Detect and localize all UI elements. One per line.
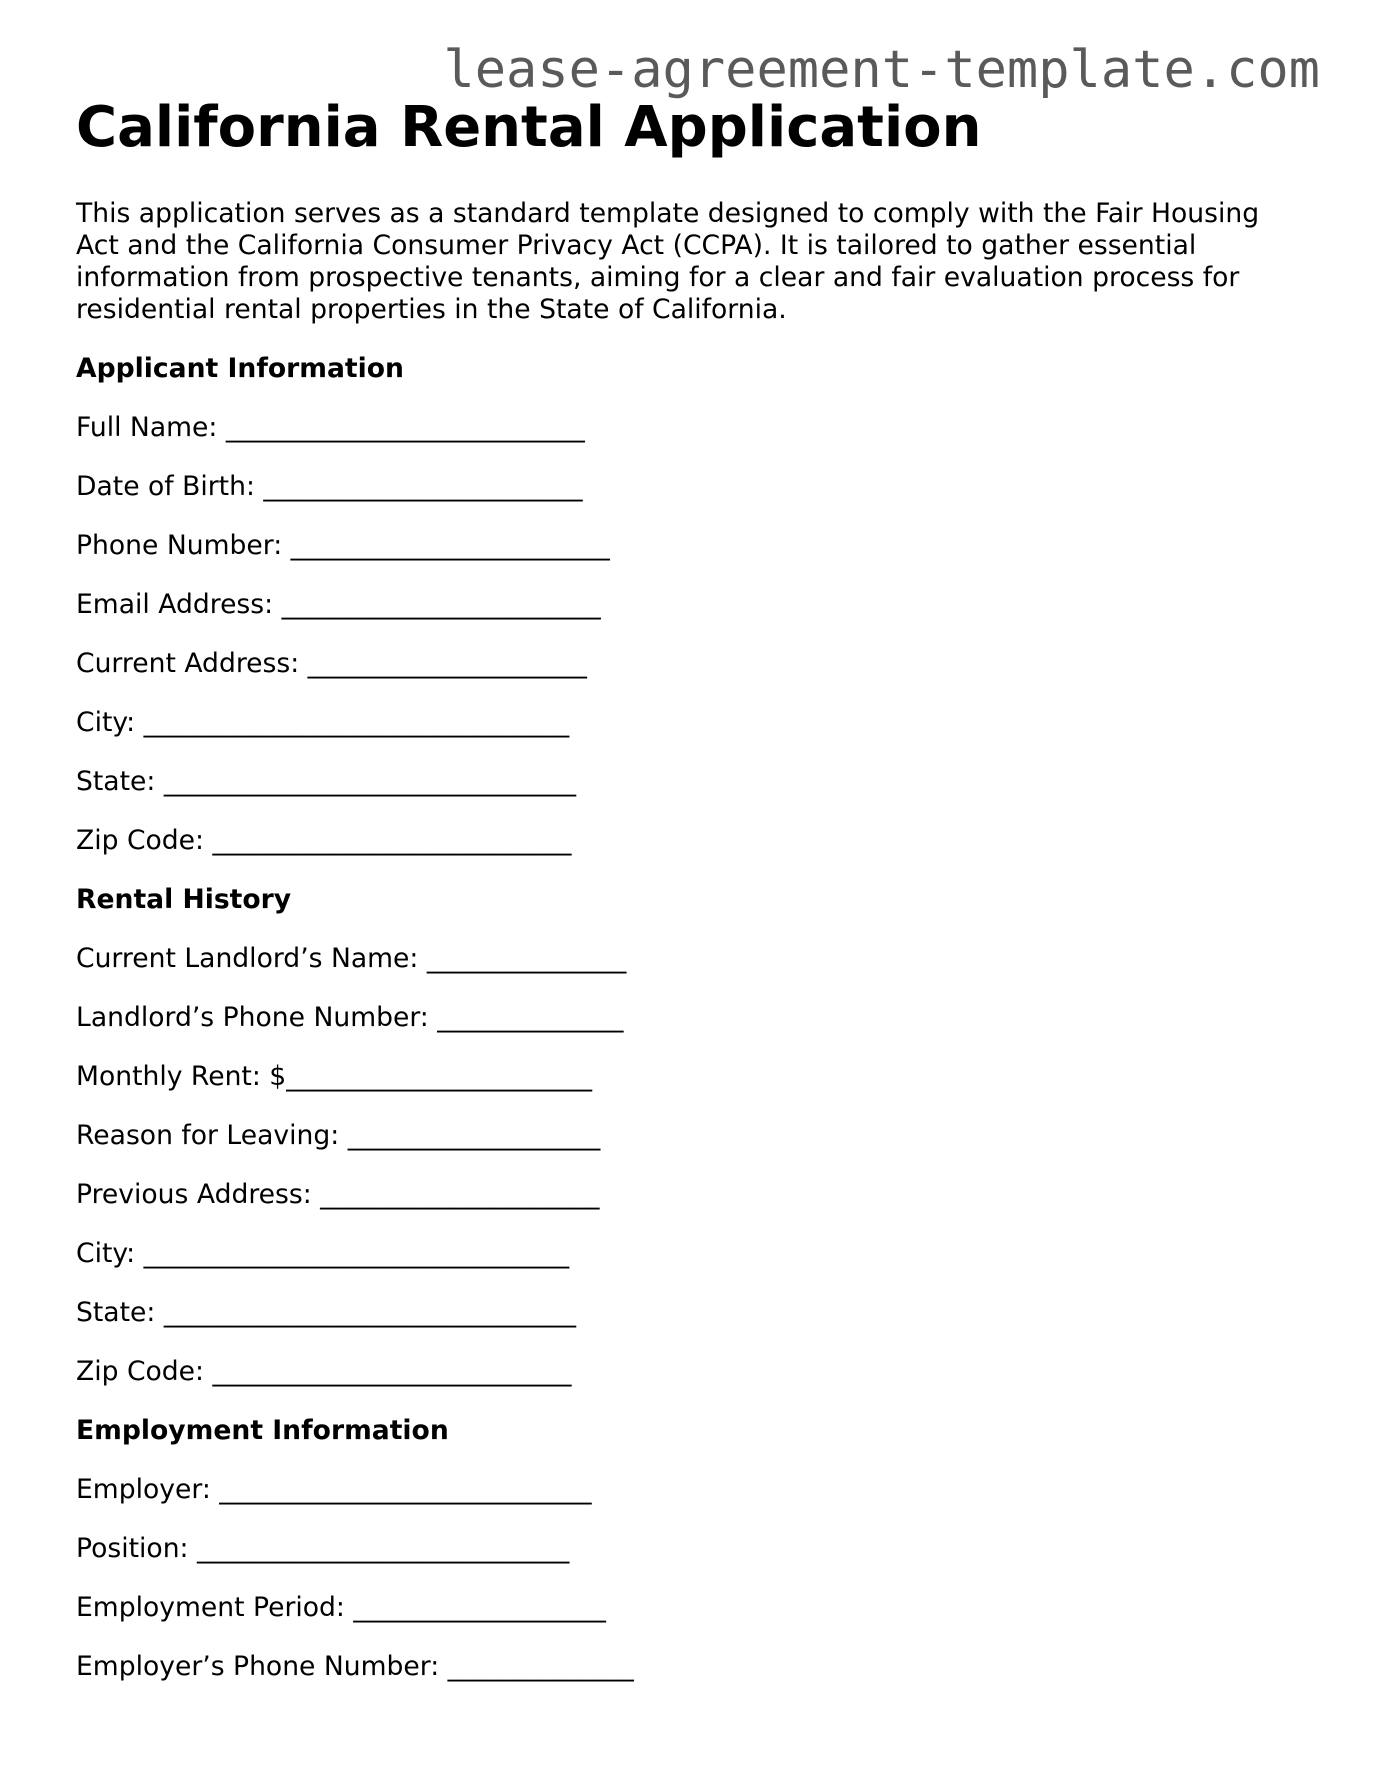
field-blank-line[interactable]: ______________ xyxy=(439,1651,634,1682)
field-email-address[interactable] xyxy=(76,589,1276,648)
section-heading-rental-history: Rental History xyxy=(76,884,292,915)
field-blank-line[interactable]: _______________ xyxy=(418,943,627,974)
field-blank-line[interactable]: ___________________ xyxy=(339,1120,601,1151)
field-blank-line[interactable]: ____________________________ xyxy=(188,1533,570,1564)
field-label: Date of Birth: xyxy=(76,471,255,502)
field-blank-line[interactable]: ________________________ xyxy=(254,471,583,502)
field-blank-line[interactable]: ___________________________ xyxy=(203,825,572,856)
field-current-address[interactable] xyxy=(76,648,1276,707)
field-blank-line[interactable]: _______________________________ xyxy=(155,766,577,797)
field-label: Email Address: xyxy=(76,589,274,620)
field-label: City: xyxy=(76,707,136,738)
field-label: Current Address: xyxy=(76,648,300,679)
field-blank-line[interactable]: ___________________________ xyxy=(203,1356,572,1387)
field-date-of-birth[interactable] xyxy=(76,471,1276,530)
field-previous-state[interactable] xyxy=(76,1297,1276,1356)
field-blank-line[interactable]: _______________________ xyxy=(286,1061,593,1092)
field-label: Reason for Leaving: xyxy=(76,1120,340,1151)
field-label: City: xyxy=(76,1238,136,1269)
form-content xyxy=(76,353,1276,1710)
field-label: Landlord’s Phone Number: xyxy=(76,1002,429,1033)
field-employer-phone[interactable] xyxy=(76,1651,1276,1710)
field-employer[interactable] xyxy=(76,1474,1276,1533)
field-landlord-name[interactable] xyxy=(76,943,1276,1002)
field-blank-line[interactable]: ___________________________ xyxy=(217,412,585,443)
field-label: Employer’s Phone Number: xyxy=(76,1651,440,1682)
field-label: Full Name: xyxy=(76,412,218,443)
site-watermark: lease-agreement-template.com xyxy=(443,40,1320,100)
field-label: Previous Address: xyxy=(76,1179,312,1210)
field-blank-line[interactable]: ________________________________ xyxy=(135,1238,570,1269)
page-title: California Rental Application xyxy=(76,95,982,160)
section-heading-applicant: Applicant Information xyxy=(76,353,404,384)
field-label: Zip Code: xyxy=(76,1356,204,1387)
field-blank-line[interactable]: ___________________ xyxy=(344,1592,606,1623)
field-blank-line[interactable]: ________________________ xyxy=(282,530,610,561)
field-phone-number[interactable] xyxy=(76,530,1276,589)
field-label: Phone Number: xyxy=(76,530,283,561)
field-blank-line[interactable]: ________________________________ xyxy=(135,707,570,738)
field-previous-city[interactable] xyxy=(76,1238,1276,1297)
field-blank-line[interactable]: ________________________ xyxy=(273,589,601,620)
field-monthly-rent[interactable] xyxy=(76,1061,1276,1120)
field-zip-code[interactable] xyxy=(76,825,1276,884)
field-blank-line[interactable]: ______________ xyxy=(428,1002,624,1033)
field-reason-for-leaving[interactable] xyxy=(76,1120,1276,1179)
field-blank-line[interactable]: _______________________________ xyxy=(155,1297,577,1328)
field-label: Position: xyxy=(76,1533,189,1564)
field-state[interactable] xyxy=(76,766,1276,825)
field-label: State: xyxy=(76,1297,156,1328)
field-label: State: xyxy=(76,766,156,797)
field-position[interactable] xyxy=(76,1533,1276,1592)
field-blank-line[interactable]: _____________________ xyxy=(299,648,587,679)
field-blank-line[interactable]: ____________________________ xyxy=(210,1474,592,1505)
field-previous-address[interactable] xyxy=(76,1179,1276,1238)
field-previous-zip-code[interactable] xyxy=(76,1356,1276,1415)
field-label: Employment Period: xyxy=(76,1592,345,1623)
field-label: Zip Code: xyxy=(76,825,204,856)
field-label: Monthly Rent: $ xyxy=(76,1061,287,1092)
field-city[interactable] xyxy=(76,707,1276,766)
field-employment-period[interactable] xyxy=(76,1592,1276,1651)
field-full-name[interactable] xyxy=(76,412,1276,471)
intro-paragraph: This application serves as a standard template designed to comply with the Fair Housing Act and the California Consumer Privacy Act (CCPA). It is tailored to gather essential information from prospective tenants, aiming for a clear and fair evaluation process for residential rental properties in the State of California. xyxy=(76,198,1260,325)
field-label: Employer: xyxy=(76,1474,211,1505)
field-label: Current Landlord’s Name: xyxy=(76,943,419,974)
field-landlord-phone[interactable] xyxy=(76,1002,1276,1061)
section-heading-employment: Employment Information xyxy=(76,1415,449,1446)
field-blank-line[interactable]: _____________________ xyxy=(311,1179,600,1210)
